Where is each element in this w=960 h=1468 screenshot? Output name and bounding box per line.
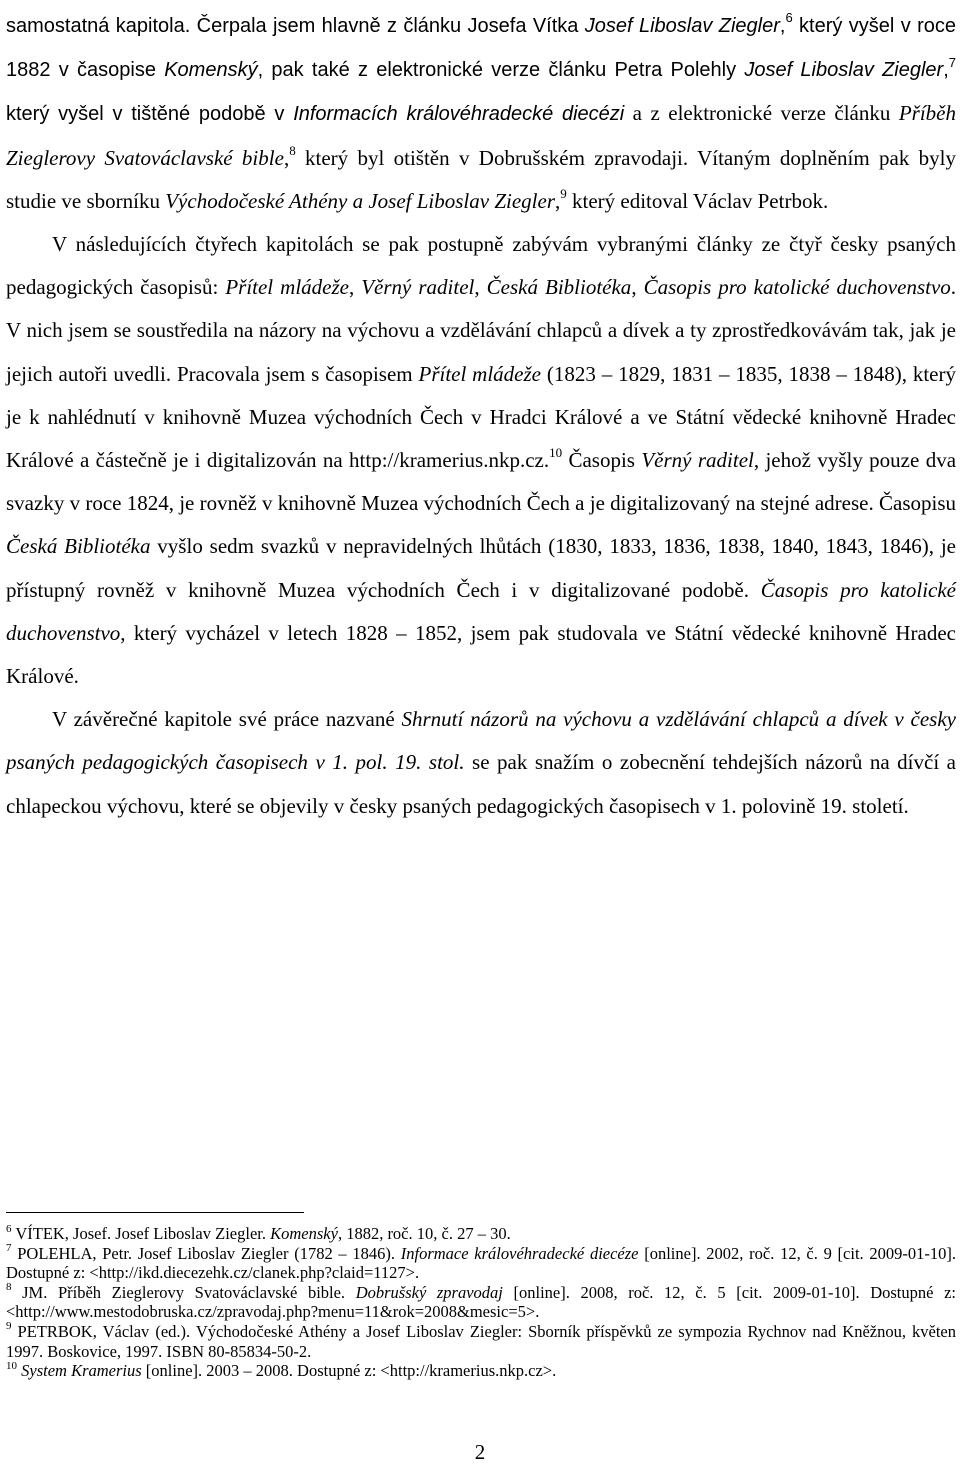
footnote-number: 9 xyxy=(6,1320,12,1333)
text-run: V závěrečné kapitole své práce nazvané xyxy=(52,707,402,732)
footnote-text: PETRBOK, Václav (ed.). Východočeské Athény a Josef Liboslav Ziegler: Sborník příspěvků ze sympozia Rychnov nad Kněžnou, květen 1997. Boskovice, 1997. ISBN 80-85834-50-2. xyxy=(6,1321,956,1361)
footnote-number: 6 xyxy=(6,1222,12,1235)
periodical-title: Česká Bibliotéka xyxy=(6,534,151,559)
text-run: který byl otištěn v Dobrušském zpravodaji. Vítaným doplněním pak byly studie ve sborníku xyxy=(6,145,957,213)
chapter-title: Shrnutí názorů na výchovu a vzdělávání chlapců a dívek v česky psaných pedagogických časopisech v 1. pol. 19. stol. xyxy=(6,707,956,775)
text-run: , pak také z elektronické verze článku Petra Polehly xyxy=(257,59,745,82)
text-run: samostatná kapitola. xyxy=(6,15,197,37)
text-run: (1823 – 1829, 1831 – 1835, 1838 – 1848), který je k nahlédnutí v knihovně Muzea východních Čech v Hradci Králové a ve Státní vědecké knihovně Hradec Králové a částečně je i digitalizován na http://kramerius.nkp.cz. xyxy=(6,361,956,473)
footnote-9 xyxy=(6,1322,956,1361)
footnote-italic: System Kramerius xyxy=(21,1361,142,1381)
footnote-italic: Dobrušský zpravodaj xyxy=(355,1282,503,1302)
work-title: Josef Liboslav Ziegler xyxy=(744,59,944,82)
periodical-title: Informacích královéhradecké diecézi xyxy=(293,103,625,126)
footnote-text: , 1882, roč. 10, č. 27 – 30. xyxy=(337,1224,511,1243)
work-title: Příběh Zieglerovy Svatováclavské bible xyxy=(6,101,956,170)
footnote-ref: 9 xyxy=(560,185,567,201)
footnote-text: [online]. 2003 – 2008. Dostupné z: <http://kramerius.nkp.cz>. xyxy=(141,1361,557,1381)
footnote-10 xyxy=(6,1361,956,1381)
footnote-text: VÍTEK, Josef. Josef Liboslav Ziegler. xyxy=(11,1224,271,1243)
footnotes xyxy=(6,1224,956,1381)
text-run: se pak snažím o zobecnění tehdejších názorů na dívčí a chlapeckou výchovu, které se objevily v česky psaných pedagogických časopisech v 1. polovině 19. století. xyxy=(6,750,956,818)
footnote-ref: 7 xyxy=(948,54,957,70)
text-run: , xyxy=(943,59,949,82)
page-number: 2 xyxy=(474,1440,486,1464)
footnote-number: 8 xyxy=(6,1281,12,1294)
periodical-title: Komenský xyxy=(164,59,258,82)
paragraph-conclusion xyxy=(6,698,956,828)
text-run: , xyxy=(283,145,290,170)
periodical-title: Věrný raditel xyxy=(361,275,475,300)
text-run: , xyxy=(631,275,644,300)
paragraph-sources xyxy=(6,4,956,223)
text-run: který vyšel v roce 1882 v časopise xyxy=(6,15,956,82)
work-title: Josef Liboslav Ziegler xyxy=(584,15,780,37)
text-run: který editoval Václav Petrbok. xyxy=(566,188,829,213)
body-text xyxy=(6,4,956,828)
text-run: vyšlo sedm svazků v nepravidelných lhůtách (1830, 1833, 1836, 1838, 1840, 1843, 1846), je přístupný rovněž v knihovně Muzea východních Čech i v digitalizované podobě. xyxy=(6,534,956,602)
footnote-ref: 6 xyxy=(785,10,793,26)
footnote-separator xyxy=(6,1212,304,1213)
footnote-text: JM. Příběh Zieglerovy Svatováclavské bible. xyxy=(11,1282,356,1302)
text-run: , jehož vyšly pouze dva svazky v roce 1824, je rovněž v knihovně Muzea východních Čech a je digitalizovaný na stejné adrese. Časopisu xyxy=(6,448,957,516)
text-run: , xyxy=(555,188,561,213)
periodical-title: Přítel mládeže xyxy=(418,361,541,386)
text-run: který vyšel v tištěné podobě v xyxy=(6,103,294,126)
text-run: Čerpala jsem hlavně z článku Josefa Vítka xyxy=(196,15,585,37)
footnote-text: [online]. 2002, roč. 12, č. 9 [cit. 2009-01-10]. Dostupné z: <http://ikd.diecezehk.cz/clanek.php?claid=1127>. xyxy=(6,1243,957,1283)
periodical-title: Česká Bibliotéka xyxy=(486,275,632,300)
footnote-6 xyxy=(6,1224,956,1244)
footnote-8 xyxy=(6,1283,956,1322)
footnote-text: POLEHLA, Petr. Josef Liboslav Ziegler (1782 – 1846). xyxy=(11,1243,401,1263)
text-run: . V nich jsem se soustředila na názory na výchovu a vzdělávání chlapců a dívek a ty zprostředkovávám tak, jak je jejich autoři uvedli. Pracovala jsem s časopisem xyxy=(6,275,957,386)
text-run: V následujících čtyřech kapitolách se pak postupně zabývám vybranými články ze čtyř česky psaných pedagogických časopisů: xyxy=(6,232,956,300)
work-title: Východočeské Athény a Josef Liboslav Ziegler xyxy=(165,188,555,213)
footnote-italic: Informace královéhradecké diecéze xyxy=(400,1243,639,1263)
text-run: , xyxy=(779,15,786,37)
footnote-7 xyxy=(6,1244,956,1283)
text-run: a z elektronické verze článku xyxy=(624,101,899,126)
footnote-text: [online]. 2008, roč. 12, č. 5 [cit. 2009-01-10]. Dostupné z: <http://www.mestodobruska.cz/zpravodaj.php?menu=11&rok=2008&mesic=5>. xyxy=(6,1282,957,1322)
footnote-italic: Komenský xyxy=(270,1224,338,1243)
paragraph-periodicals xyxy=(6,223,956,698)
footnote-number: 7 xyxy=(6,1242,12,1255)
text-run: , který vycházel v letech 1828 – 1852, jsem pak studovala ve Státní vědecké knihovně Hradec Králové. xyxy=(6,620,956,689)
periodical-title: Časopis pro katolické duchovenstvo xyxy=(643,275,951,300)
footnote-ref: 10 xyxy=(549,445,563,461)
text-run: Časopis xyxy=(562,448,642,473)
periodical-title: Věrný raditel xyxy=(641,448,754,473)
periodical-title: Přítel mládeže xyxy=(225,275,349,300)
text-run: , xyxy=(474,275,487,300)
footnote-ref: 8 xyxy=(289,142,296,158)
text-run: , xyxy=(348,275,362,300)
footnote-number: 10 xyxy=(6,1359,17,1372)
periodical-title: Časopis pro katolické duchovenstvo xyxy=(6,577,956,645)
